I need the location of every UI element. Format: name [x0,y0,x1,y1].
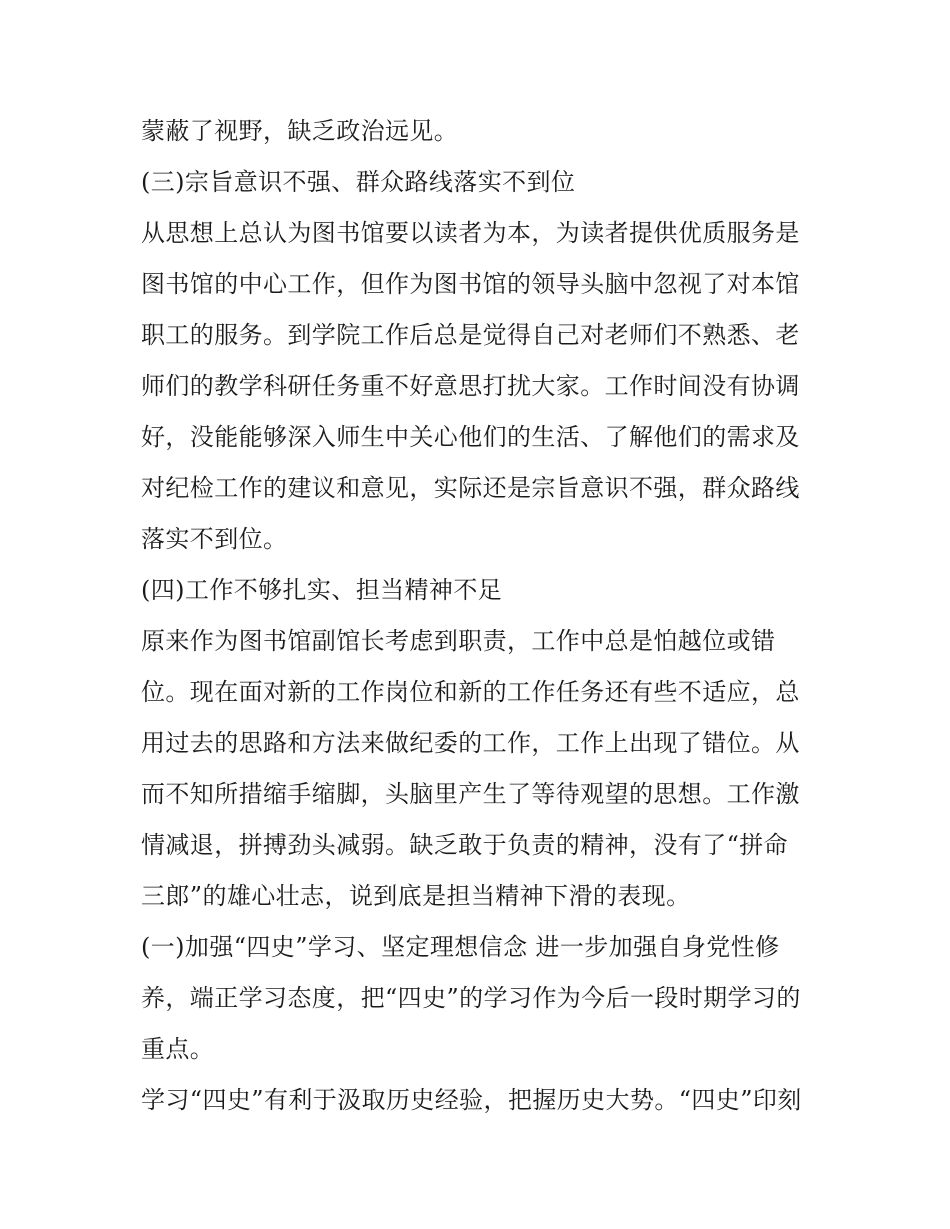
section-heading-four: (四)工作不够扎实、担当精神不足 [141,576,503,604]
text-line: 图书馆的中心工作，但作为图书馆的领导头脑中忽视了对本馆 [141,270,800,298]
text-line: 情减退，拼搏劲头减弱。缺乏敢于负责的精神，没有了“拼命 [141,831,789,859]
text-line: 落实不到位。 [141,525,288,553]
text-line: 对纪检工作的建议和意见，实际还是宗旨意识不强，群众路线 [141,474,800,502]
text-line: 三郎”的雄心壮志，说到底是担当精神下滑的表现。 [141,882,691,910]
section-heading-three: (三)宗旨意识不强、群众路线落实不到位 [141,168,576,196]
section-heading-one: (一)加强“四史”学习、坚定理想信念 进一步加强自身党性修 [141,933,780,961]
text-line: 好，没能能够深入师生中关心他们的生活、了解他们的需求及 [141,423,800,451]
text-line: 职工的服务。到学院工作后总是觉得自己对老师们不熟悉、老 [141,321,800,349]
text-line: 位。现在面对新的工作岗位和新的工作任务还有些不适应，总 [141,678,800,706]
text-line: 学习“四史”有利于汲取历史经验，把握历史大势。“四史”印刻 [141,1086,802,1114]
text-line: 用过去的思路和方法来做纪委的工作，工作上出现了错位。从 [141,729,800,757]
text-line: 蒙蔽了视野，缺乏政治远见。 [141,117,459,145]
document-body [141,106,821,1126]
text-line: 原来作为图书馆副馆长考虑到职责，工作中总是怕越位或错 [141,627,776,655]
text-line: 养，端正学习态度，把“四史”的学习作为今后一段时期学习的 [141,984,801,1012]
text-line: 重点。 [141,1035,215,1063]
text-line: 而不知所措缩手缩脚，头脑里产生了等待观望的思想。工作激 [141,780,800,808]
text-line: 师们的教学科研任务重不好意思打扰大家。工作时间没有协调 [141,372,800,400]
text-line: 从思想上总认为图书馆要以读者为本，为读者提供优质服务是 [141,219,800,247]
